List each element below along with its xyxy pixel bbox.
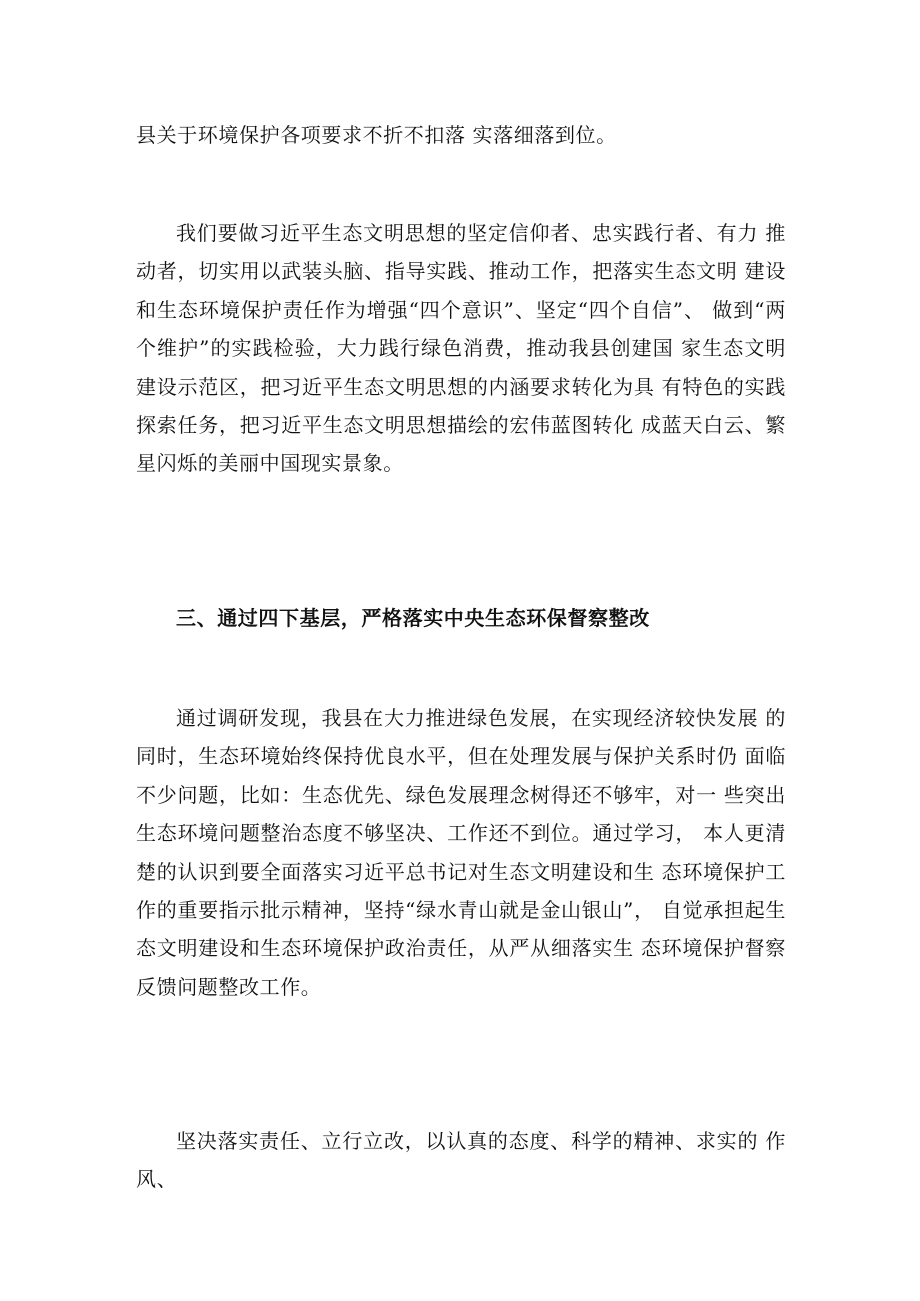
section-heading-3: 三、通过四下基层，严格落实中央生态环保督察整改 (176, 606, 650, 630)
paragraph-implement-responsibility: 坚决落实责任、立行立改，以认真的态度、科学的精神、求实的 作风、 (136, 1129, 786, 1192)
paragraph-continuation: 县关于环境保护各项要求不折不扣落 实落细落到位。 (136, 123, 617, 147)
paragraph-investigation-findings: 通过调研发现，我县在大力推进绿色发展，在实现经济较快发展 的同时，生态环境始终保持优良水平，但在处理发展与保护关系时仍 面临不少问题，比如：生态优先、绿色发展理念树得还不够牢，对一 些突出生态环境问题整治态度不够坚决、工作还不到位。通过学习， 本人更清楚的认识到要全面落实习近平总书记对生态文明建设和生 态环境保护工作的重要指示批示精神，坚持“绿水青山就是金山银山”， 自觉承担起生态文明建设和生态环境保护政治责任，从严从细落实生 态环境保护督察反馈问题整改工作。 (136, 706, 786, 999)
paragraph-ecological-civilization: 我们要做习近平生态文明思想的坚定信仰者、忠实践行者、有力 推动者，切实用以武装头脑、指导实践、推动工作，把落实生态文明 建设和生态环境保护责任作为增强“四个意识”、坚定“四个自信”、 做到“两个维护”的实践检验，大力践行绿色消费，推动我县创建国 家生态文明建设示范区，把习近平生态文明思想的内涵要求转化为具 有特色的实践探索任务，把习近平生态文明思想描绘的宏伟蓝图转化 成蓝天白云、繁星闪烁的美丽中国现实景象。 (136, 221, 787, 476)
